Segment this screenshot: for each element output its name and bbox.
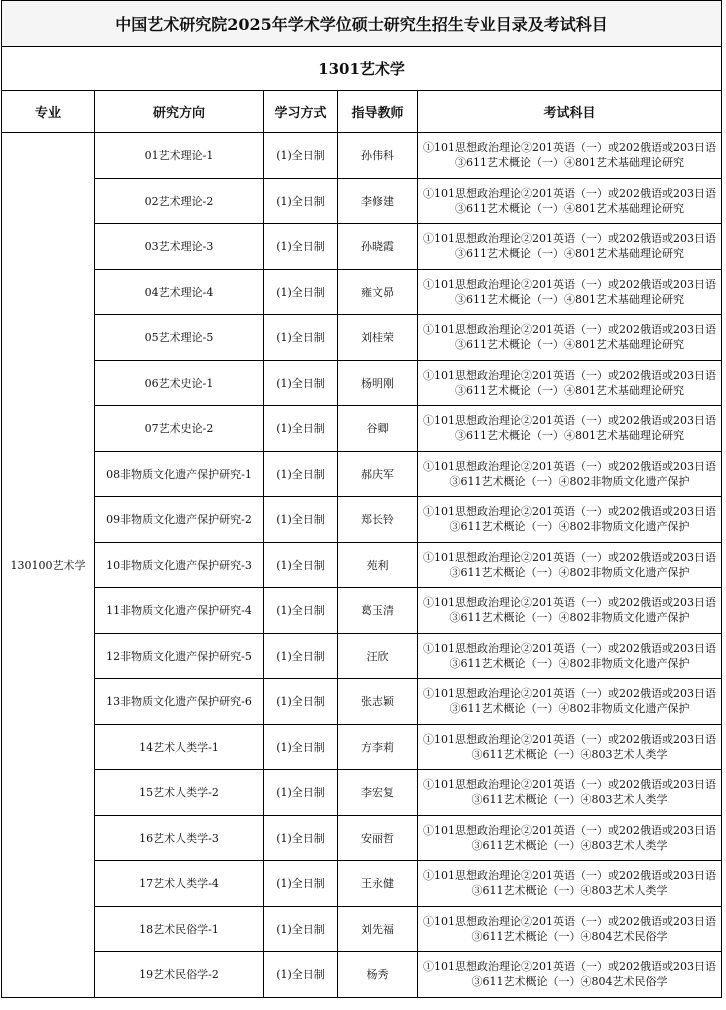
table-row	[2, 861, 722, 907]
mode-cell: (1)全日制	[264, 815, 338, 861]
direction-cell: 10非物质文化遗产保护研究-3	[95, 542, 264, 588]
direction-cell: 17艺术人类学-4	[95, 861, 264, 907]
teacher-cell: 安丽哲	[338, 815, 418, 861]
exam-cell	[418, 679, 722, 725]
exam-line-2: ③611艺术概论（一）④802非物质文化遗产保护	[449, 702, 690, 716]
exam-line-2: ③611艺术概论（一）④801艺术基础理论研究	[455, 338, 685, 352]
exam-cell	[418, 224, 722, 270]
teacher-cell: 郝庆军	[338, 451, 418, 497]
mode-cell: (1)全日制	[264, 360, 338, 406]
mode-cell: (1)全日制	[264, 724, 338, 770]
teacher-cell: 谷卿	[338, 406, 418, 452]
table-row	[2, 133, 722, 179]
exam-line-1: ①101思想政治理论②201英语（一）或202俄语或203日语	[423, 277, 716, 291]
direction-cell: 11非物质文化遗产保护研究-4	[95, 588, 264, 634]
mode-cell: (1)全日制	[264, 269, 338, 315]
mode-cell: (1)全日制	[264, 133, 338, 179]
document-title: 中国艺术研究院2025年学术学位硕士研究生招生专业目录及考试科目	[2, 1, 722, 47]
direction-cell: 19艺术民俗学-2	[95, 952, 264, 998]
exam-cell	[418, 770, 722, 816]
table-row	[2, 815, 722, 861]
exam-cell	[418, 633, 722, 679]
exam-line-2: ③611艺术概论（一）④801艺术基础理论研究	[455, 383, 685, 397]
direction-cell: 08非物质文化遗产保护研究-1	[95, 451, 264, 497]
exam-line-2: ③611艺术概论（一）④803艺术人类学	[471, 747, 668, 761]
teacher-cell: 郑长铃	[338, 497, 418, 543]
teacher-cell: 杨明刚	[338, 360, 418, 406]
direction-cell: 07艺术史论-2	[95, 406, 264, 452]
program-table	[1, 0, 722, 998]
mode-cell: (1)全日制	[264, 588, 338, 634]
exam-line-1: ①101思想政治理论②201英语（一）或202俄语或203日语	[423, 414, 716, 428]
exam-cell	[418, 406, 722, 452]
exam-line-1: ①101思想政治理论②201英语（一）或202俄语或203日语	[423, 732, 716, 746]
table-row	[2, 633, 722, 679]
exam-line-1: ①101思想政治理论②201英语（一）或202俄语或203日语	[423, 914, 716, 928]
mode-cell: (1)全日制	[264, 906, 338, 952]
exam-line-2: ③611艺术概论（一）④801艺术基础理论研究	[455, 156, 685, 170]
exam-line-1: ①101思想政治理论②201英语（一）或202俄语或203日语	[423, 823, 716, 837]
direction-cell: 16艺术人类学-3	[95, 815, 264, 861]
table-row	[2, 451, 722, 497]
exam-cell	[418, 360, 722, 406]
direction-cell: 12非物质文化遗产保护研究-5	[95, 633, 264, 679]
exam-line-2: ③611艺术概论（一）④803艺术人类学	[471, 793, 668, 807]
teacher-cell: 王永健	[338, 861, 418, 907]
exam-line-1: ①101思想政治理论②201英语（一）或202俄语或203日语	[423, 141, 716, 155]
table-row	[2, 906, 722, 952]
exam-cell	[418, 315, 722, 361]
table-row	[2, 542, 722, 588]
exam-line-2: ③611艺术概论（一）④802非物质文化遗产保护	[449, 565, 690, 579]
exam-line-2: ③611艺术概论（一）④803艺术人类学	[471, 838, 668, 852]
direction-cell: 02艺术理论-2	[95, 178, 264, 224]
exam-line-1: ①101思想政治理论②201英语（一）或202俄语或203日语	[423, 596, 716, 610]
teacher-cell: 孙晓霞	[338, 224, 418, 270]
exam-line-1: ①101思想政治理论②201英语（一）或202俄语或203日语	[423, 323, 716, 337]
exam-line-1: ①101思想政治理论②201英语（一）或202俄语或203日语	[423, 459, 716, 473]
teacher-cell: 孙伟科	[338, 133, 418, 179]
table-row	[2, 315, 722, 361]
mode-cell: (1)全日制	[264, 497, 338, 543]
exam-line-1: ①101思想政治理论②201英语（一）或202俄语或203日语	[423, 869, 716, 883]
teacher-cell: 雍文昴	[338, 269, 418, 315]
teacher-cell: 汪欣	[338, 633, 418, 679]
exam-line-1: ①101思想政治理论②201英语（一）或202俄语或203日语	[423, 550, 716, 564]
exam-line-1: ①101思想政治理论②201英语（一）或202俄语或203日语	[423, 186, 716, 200]
teacher-cell: 杨秀	[338, 952, 418, 998]
major-cell: 130100艺术学	[2, 133, 95, 998]
mode-cell: (1)全日制	[264, 315, 338, 361]
table-row	[2, 360, 722, 406]
teacher-cell: 刘桂荣	[338, 315, 418, 361]
mode-cell: (1)全日制	[264, 770, 338, 816]
mode-cell: (1)全日制	[264, 542, 338, 588]
header-exam: 考试科目	[418, 91, 722, 133]
table-row	[2, 679, 722, 725]
teacher-cell: 李修建	[338, 178, 418, 224]
exam-line-1: ①101思想政治理论②201英语（一）或202俄语或203日语	[423, 641, 716, 655]
exam-line-1: ①101思想政治理论②201英语（一）或202俄语或203日语	[423, 232, 716, 246]
exam-line-2: ③611艺术概论（一）④804艺术民俗学	[471, 929, 668, 943]
direction-cell: 13非物质文化遗产保护研究-6	[95, 679, 264, 725]
teacher-cell: 葛玉清	[338, 588, 418, 634]
table-row	[2, 178, 722, 224]
mode-cell: (1)全日制	[264, 679, 338, 725]
table-row	[2, 770, 722, 816]
exam-line-2: ③611艺术概论（一）④801艺术基础理论研究	[455, 201, 685, 215]
table-row	[2, 497, 722, 543]
exam-cell	[418, 178, 722, 224]
mode-cell: (1)全日制	[264, 861, 338, 907]
direction-cell: 03艺术理论-3	[95, 224, 264, 270]
exam-cell	[418, 588, 722, 634]
table-row	[2, 588, 722, 634]
table-row	[2, 724, 722, 770]
teacher-cell: 李宏复	[338, 770, 418, 816]
teacher-cell: 苑利	[338, 542, 418, 588]
exam-cell	[418, 542, 722, 588]
direction-cell: 04艺术理论-4	[95, 269, 264, 315]
header-major: 专业	[2, 91, 95, 133]
teacher-cell: 方李莉	[338, 724, 418, 770]
exam-line-1: ①101思想政治理论②201英语（一）或202俄语或203日语	[423, 368, 716, 382]
discipline-title: 1301艺术学	[2, 47, 722, 91]
exam-line-2: ③611艺术概论（一）④802非物质文化遗产保护	[449, 474, 690, 488]
direction-cell: 06艺术史论-1	[95, 360, 264, 406]
mode-cell: (1)全日制	[264, 224, 338, 270]
direction-cell: 18艺术民俗学-1	[95, 906, 264, 952]
teacher-cell: 刘先福	[338, 906, 418, 952]
exam-line-1: ①101思想政治理论②201英语（一）或202俄语或203日语	[423, 687, 716, 701]
exam-cell	[418, 952, 722, 998]
table-row	[2, 269, 722, 315]
exam-cell	[418, 724, 722, 770]
header-mode: 学习方式	[264, 91, 338, 133]
exam-line-2: ③611艺术概论（一）④802非物质文化遗产保护	[449, 656, 690, 670]
table-row	[2, 224, 722, 270]
exam-cell	[418, 861, 722, 907]
exam-line-1: ①101思想政治理论②201英语（一）或202俄语或203日语	[423, 960, 716, 974]
exam-cell	[418, 451, 722, 497]
exam-cell	[418, 815, 722, 861]
exam-cell	[418, 497, 722, 543]
exam-line-2: ③611艺术概论（一）④801艺术基础理论研究	[455, 292, 685, 306]
mode-cell: (1)全日制	[264, 451, 338, 497]
exam-cell	[418, 906, 722, 952]
table-row	[2, 952, 722, 998]
direction-cell: 14艺术人类学-1	[95, 724, 264, 770]
direction-cell: 01艺术理论-1	[95, 133, 264, 179]
exam-line-2: ③611艺术概论（一）④801艺术基础理论研究	[455, 247, 685, 261]
teacher-cell: 张志颖	[338, 679, 418, 725]
exam-line-1: ①101思想政治理论②201英语（一）或202俄语或203日语	[423, 505, 716, 519]
mode-cell: (1)全日制	[264, 952, 338, 998]
exam-line-1: ①101思想政治理论②201英语（一）或202俄语或203日语	[423, 778, 716, 792]
exam-line-2: ③611艺术概论（一）④801艺术基础理论研究	[455, 429, 685, 443]
header-teacher: 指导教师	[338, 91, 418, 133]
exam-line-2: ③611艺术概论（一）④803艺术人类学	[471, 884, 668, 898]
mode-cell: (1)全日制	[264, 406, 338, 452]
exam-cell	[418, 133, 722, 179]
exam-line-2: ③611艺术概论（一）④804艺术民俗学	[471, 975, 668, 989]
header-direction: 研究方向	[95, 91, 264, 133]
exam-cell	[418, 269, 722, 315]
exam-line-2: ③611艺术概论（一）④802非物质文化遗产保护	[449, 611, 690, 625]
table-row	[2, 406, 722, 452]
mode-cell: (1)全日制	[264, 178, 338, 224]
exam-line-2: ③611艺术概论（一）④802非物质文化遗产保护	[449, 520, 690, 534]
direction-cell: 05艺术理论-5	[95, 315, 264, 361]
direction-cell: 09非物质文化遗产保护研究-2	[95, 497, 264, 543]
direction-cell: 15艺术人类学-2	[95, 770, 264, 816]
mode-cell: (1)全日制	[264, 633, 338, 679]
